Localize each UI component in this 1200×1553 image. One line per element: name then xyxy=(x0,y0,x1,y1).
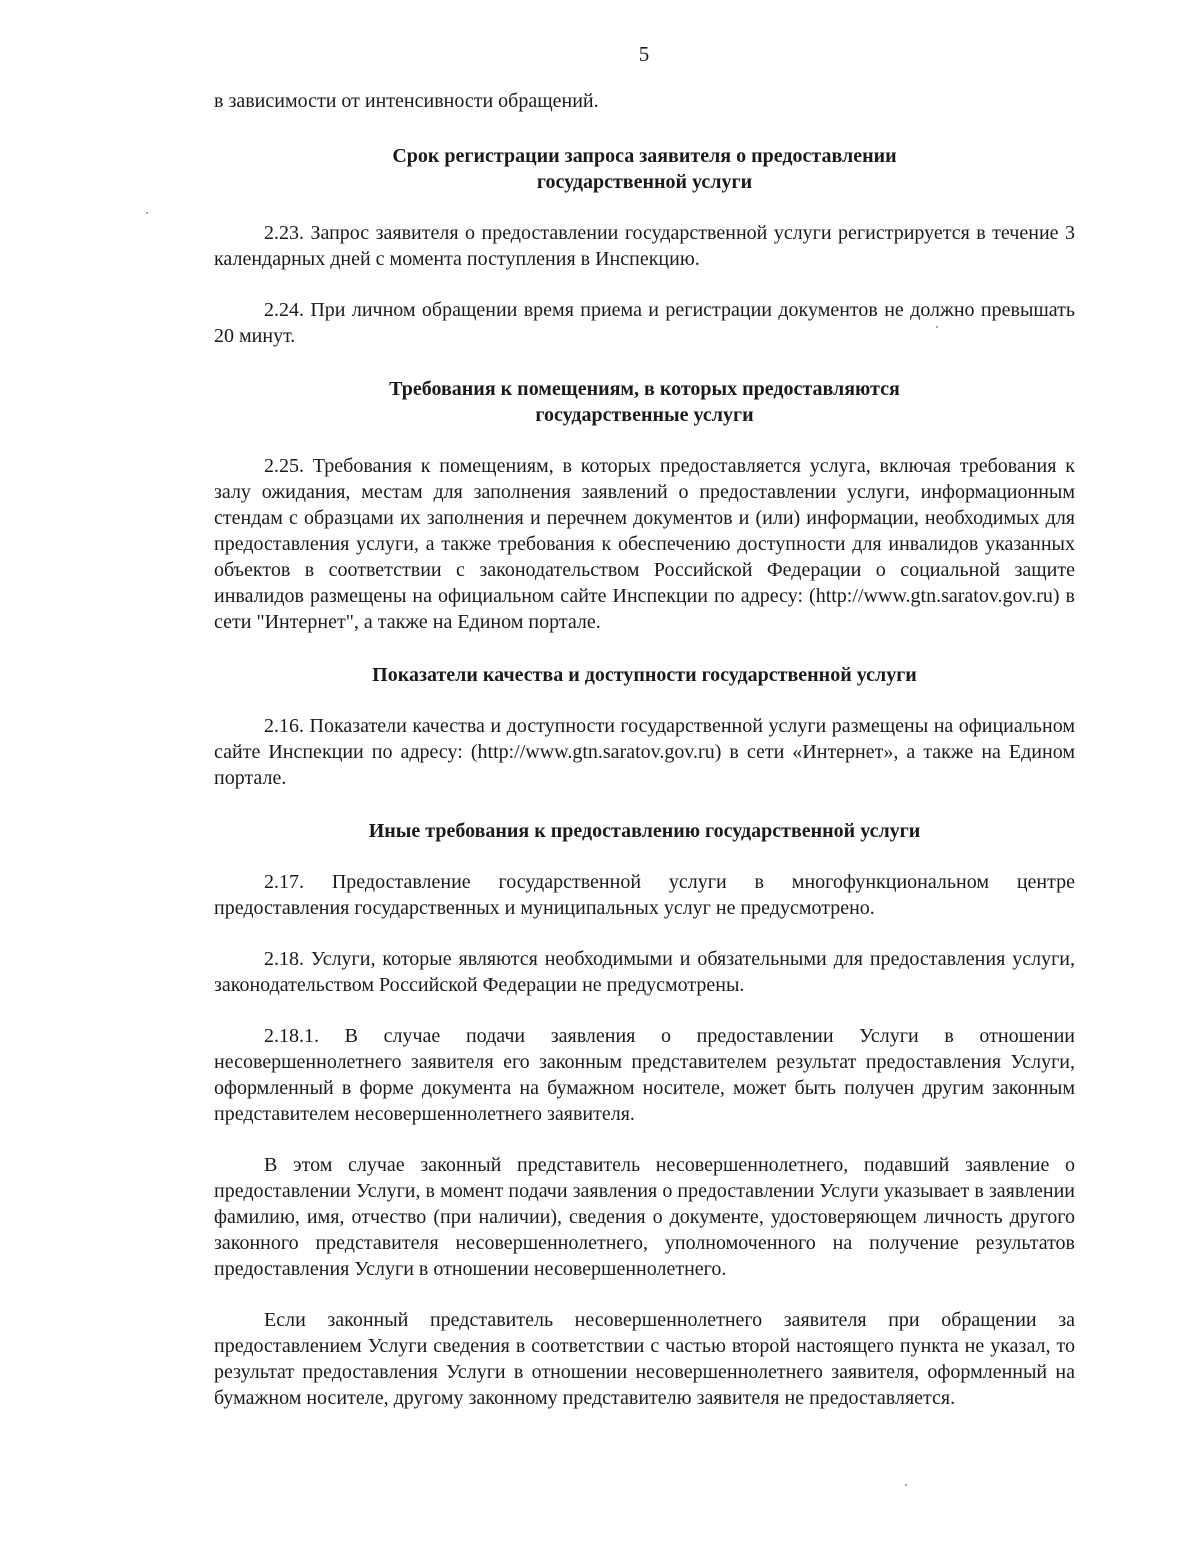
paragraph-2-23: 2.23. Запрос заявителя о предоставлении государственной услуги регистрируется в течение 3 календарных дней с момента поступления в Инспекцию. xyxy=(214,222,1075,270)
paragraph-if: Если законный представитель несовершеннолетнего заявителя при обращении за предоставлением Услуги сведения в соответствии с частью второй настоящего пункта не указал, то результат предоставления Услуги в отношении несовершеннолетнего заявителя, оформленный на бумажном носителе, другому законному представителю заявителя не предоставляется. xyxy=(214,1309,1075,1409)
paragraph-2-16: 2.16. Показатели качества и доступности государственной услуги размещены на официальном сайте Инспекции по адресу: (http://www.gtn.saratov.gov.ru) в сети «Интернет», а также на Едином портале. xyxy=(214,715,1075,789)
section-heading-premises: Требования к помещениям, в которых предоставляются государственные услуги xyxy=(389,378,900,426)
paragraph-2-18-1: 2.18.1. В случае подачи заявления о предоставлении Услуги в отношении несовершеннолетнего заявителя его законным представителем результат предоставления Услуги, оформленный в форме документа на бумажном носителе, может быть получен другим законным представителем несовершеннолетнего заявителя. xyxy=(214,1025,1075,1125)
paragraph-2-18: 2.18. Услуги, которые являются необходимыми и обязательными для предоставления услуги, законодательством Российской Федерации не предусмотрены. xyxy=(214,948,1075,996)
intro-line: в зависимости от интенсивности обращений. xyxy=(214,90,599,112)
paragraph-2-17: 2.17. Предоставление государственной услуги в многофункциональном центре предоставления государственных и муниципальных услуг не предусмотрено. xyxy=(214,871,1075,919)
paragraph-2-25: 2.25. Требования к помещениям, в которых предоставляется услуга, включая требования к залу ожидания, местам для заполнения заявлений о предоставлении услуги, информационным стендам с образцами их заполнения и перечнем документов и (или) информации, необходимых для предоставления услуги, а также требования к обеспечению доступности для инвалидов указанных объектов в соответствии с законодательством Российской Федерации о социальной защите инвалидов размещены на официальном сайте Инспекции по адресу: (http://www.gtn.saratov.gov.ru) в сети "Интернет", а также на Едином портале. xyxy=(214,455,1075,633)
section-heading-other: Иные требования к предоставлению государственной услуги xyxy=(368,820,921,842)
scan-speck xyxy=(905,1484,907,1486)
paragraph-case: В этом случае законный представитель несовершеннолетнего, подавший заявление о предоставлении Услуги, в момент подачи заявления о предоставлении Услуги указывает в заявлении фамилию, имя, отчество (при наличии), сведения о документе, удостоверяющем личность другого законного представителя несовершеннолетнего, уполномоченного на получение результатов предоставления Услуги в отношении несовершеннолетнего. xyxy=(214,1154,1075,1280)
paragraph-2-24: 2.24. При личном обращении время приема и регистрации документов не должно превышать 20 минут. xyxy=(214,299,1075,347)
section-heading-registration: Срок регистрации запроса заявителя о предоставлении государственной услуги xyxy=(392,145,897,193)
document-body xyxy=(214,88,1075,1411)
section-heading-quality: Показатели качества и доступности государственной услуги xyxy=(372,664,917,686)
scan-speck xyxy=(146,212,148,214)
page-number: 5 xyxy=(638,42,650,66)
